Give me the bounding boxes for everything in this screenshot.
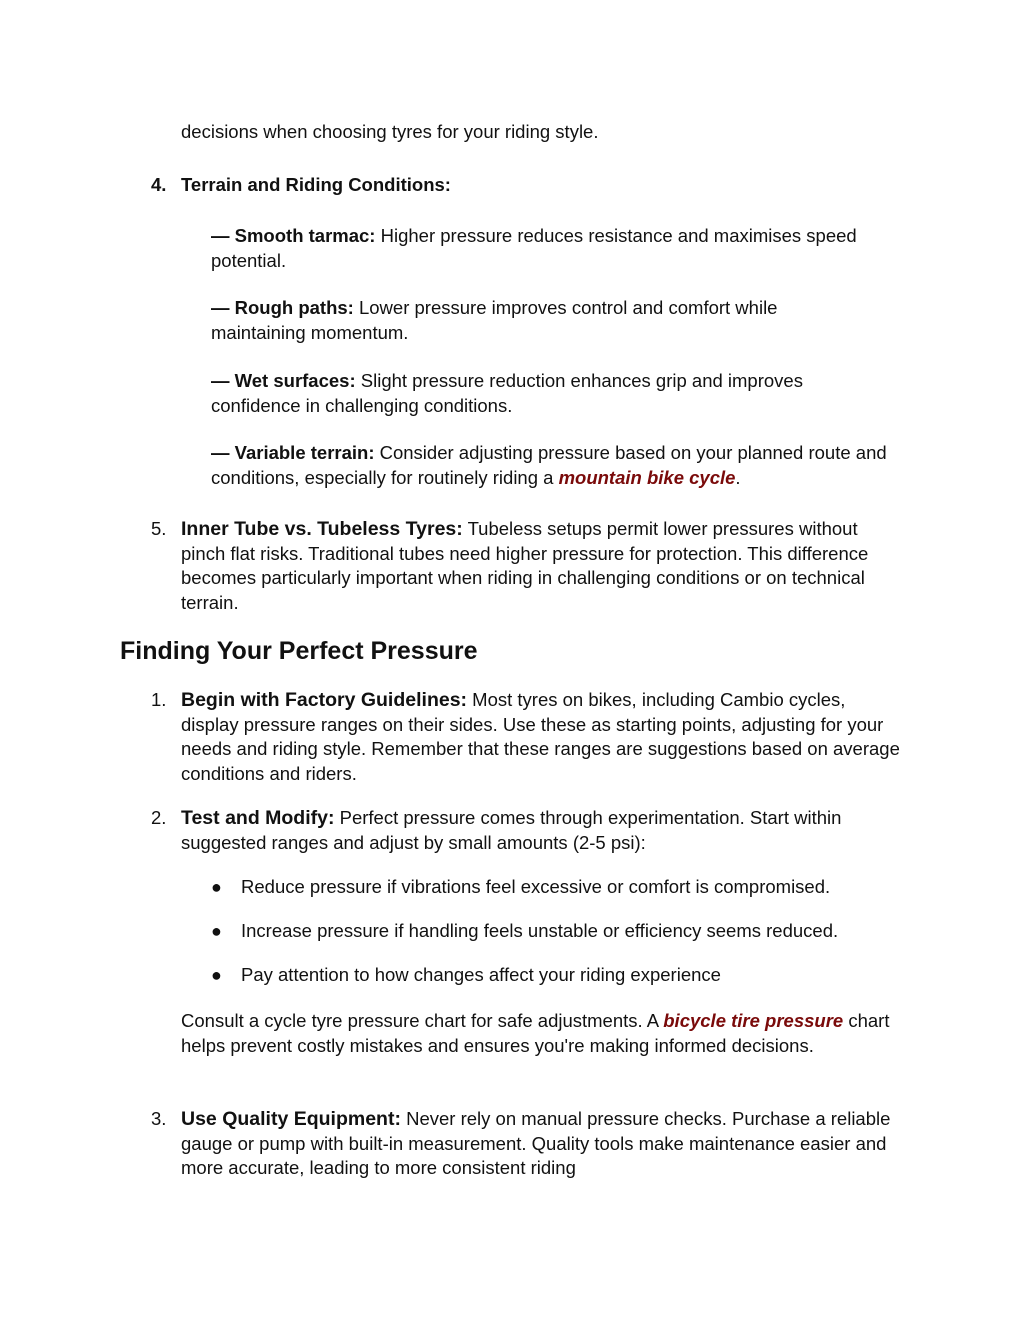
subitem-text: Lower pressure improves control and comfort while maintaining momentum. xyxy=(211,297,778,343)
continued-paragraph: decisions when choosing tyres for your riding style. xyxy=(181,121,599,142)
section-heading: Finding Your Perfect Pressure xyxy=(120,637,478,665)
mountain-bike-cycle-link[interactable]: mountain bike cycle xyxy=(558,466,736,488)
list-item-title: Test and Modify: xyxy=(181,807,335,829)
bullet-item: Pay attention to how changes affect your riding experience xyxy=(241,964,721,985)
list-item-quality-equipment xyxy=(181,1107,901,1181)
subitem-text: Higher pressure reduces resistance and maximises speed potential. xyxy=(211,225,857,271)
bicycle-tire-pressure-link[interactable]: bicycle tire pressure xyxy=(663,1010,844,1031)
list-item-test-modify xyxy=(181,806,906,855)
bullet-marker: ● xyxy=(211,877,222,897)
subitem-smooth-tarmac xyxy=(211,224,911,273)
list-item-text: Tubeless setups permit lower pressures without pinch flat risks. Traditional tubes need higher pressure for protection. This difference becomes particularly important when riding in challenging conditions or on technical terrain. xyxy=(181,518,869,613)
list-number: 4. xyxy=(151,174,167,195)
list-item-text: Perfect pressure comes through experimentation. Start within suggested ranges and adjust by small amounts (2-5 psi): xyxy=(181,807,842,853)
subitem-rough-paths xyxy=(211,296,851,345)
bullet-marker: ● xyxy=(211,965,222,985)
subitem-wet-surfaces xyxy=(211,369,871,418)
subitem-label: — Rough paths: xyxy=(211,297,354,318)
list-item-factory-guidelines xyxy=(181,688,906,786)
subitem-label: — Wet surfaces: xyxy=(211,370,356,391)
paragraph-text-end: chart helps prevent costly mistakes and ensures you're making informed decisions. xyxy=(181,1010,890,1056)
subitem-text: Consider adjusting pressure based on your planned route and conditions, especially for routinely riding a xyxy=(211,442,887,488)
subitem-text: Slight pressure reduction enhances grip and improves confidence in challenging conditions. xyxy=(211,370,803,416)
subitem-text-end: . xyxy=(735,466,741,488)
list-number: 1. xyxy=(151,689,167,710)
list-item-text: Never rely on manual pressure checks. Purchase a reliable gauge or pump with built-in measurement. Quality tools make maintenance easier and more accurate, leading to more consistent riding xyxy=(181,1108,891,1178)
list-item-title: Begin with Factory Guidelines: xyxy=(181,689,468,711)
bullet-item: Reduce pressure if vibrations feel excessive or comfort is compromised. xyxy=(241,876,831,897)
list-item-text: Most tyres on bikes, including Cambio cycles, display pressure ranges on their sides. Use these as starting points, adjusting for your needs and riding style. Remember that these ranges are suggestions based on average conditions and riders. xyxy=(181,689,900,784)
list-item-title: Use Quality Equipment: xyxy=(181,1108,401,1130)
list-number: 3. xyxy=(151,1108,167,1129)
bullet-item: Increase pressure if handling feels unstable or efficiency seems reduced. xyxy=(241,920,839,941)
subitem-label: — Smooth tarmac: xyxy=(211,225,376,246)
subitem-variable-terrain xyxy=(211,441,911,490)
list-number: 2. xyxy=(151,807,167,828)
list-number: 5. xyxy=(151,518,167,539)
paragraph-text: Consult a cycle tyre pressure chart for safe adjustments. A xyxy=(181,1010,664,1031)
bullet-marker: ● xyxy=(211,921,222,941)
chart-consult-paragraph xyxy=(181,1009,906,1058)
subitem-label: — Variable terrain: xyxy=(211,442,375,463)
list-item-title: Inner Tube vs. Tubeless Tyres: xyxy=(181,518,463,540)
list-item-title: Terrain and Riding Conditions: xyxy=(181,174,451,195)
list-item-inner-tube xyxy=(181,517,901,615)
